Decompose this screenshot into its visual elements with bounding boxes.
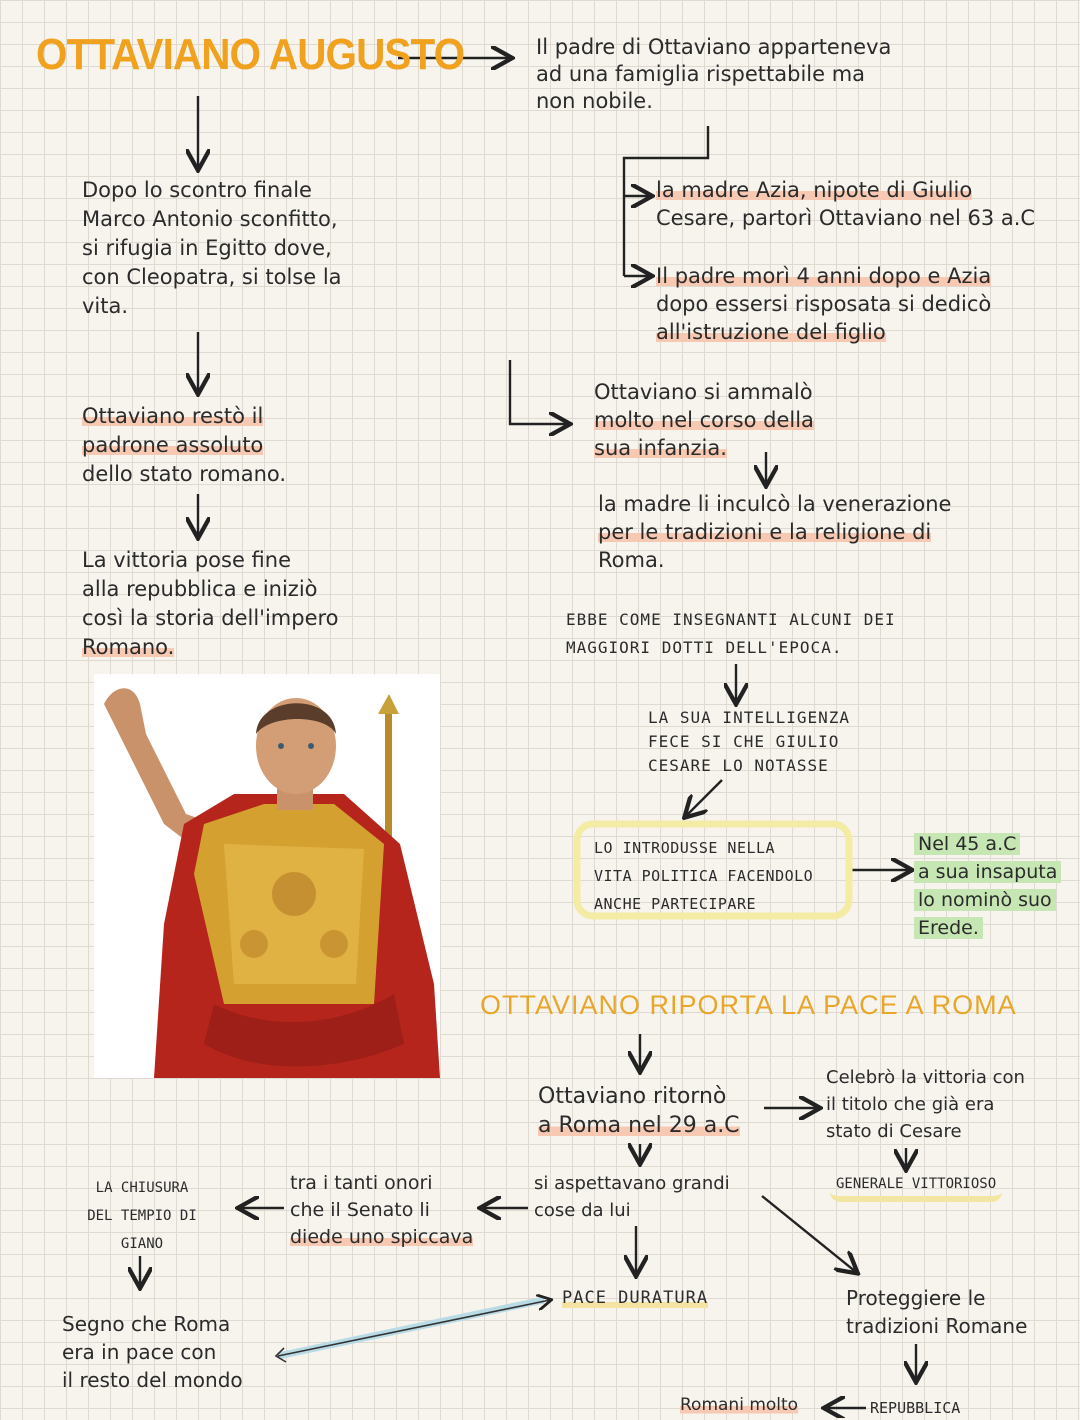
text-line: che il Senato li (290, 1199, 430, 1221)
note-block-proteggere (846, 1284, 1066, 1340)
text-line: Marco Antonio sconfitto, (82, 207, 338, 231)
text-line: PACE DURATURA (562, 1288, 709, 1308)
text-line: a Roma nel 29 a.C (538, 1113, 740, 1138)
text-line: non nobile. (536, 89, 653, 113)
text-line: Ottaviano si ammalò (594, 380, 813, 404)
text-line: alla repubblica e iniziò (82, 577, 318, 601)
text-line: lo nominò suo (914, 889, 1056, 911)
text-line: LA CHIUSURA (95, 1180, 189, 1196)
note-block-scontro (82, 176, 382, 321)
text-line: MAGGIORI DOTTI DELL'EPOCA. (566, 638, 843, 657)
text-line: LA SUA INTELLIGENZA (648, 708, 851, 727)
text-line: stato di Cesare (826, 1121, 962, 1142)
text-line: VITA POLITICA FACENDOLO (594, 867, 814, 885)
note-block-padre (536, 34, 1006, 115)
text-line: cose da lui (534, 1200, 631, 1221)
text-line: sua infanzia. (594, 436, 727, 460)
note-block-venerazione (598, 490, 1068, 574)
note-block-padre-mori (656, 262, 1076, 346)
note-block-malattia (594, 378, 894, 462)
note-block-chiusura (52, 1174, 232, 1258)
text-line: Roma. (598, 548, 665, 572)
text-line: per le tradizioni e la religione di (598, 520, 932, 544)
augustus-statue-image (94, 674, 440, 1078)
text-line: la madre Azia, nipote di Giulio (656, 178, 973, 202)
text-line: GIANO (120, 1236, 164, 1252)
romani-molto-label (680, 1394, 798, 1416)
text-line: dopo essersi risposata si dedicò (656, 292, 992, 316)
note-block-vita-politica (594, 834, 850, 918)
text-line: Romani molto (680, 1395, 799, 1415)
text-line: dello stato romano. (82, 462, 287, 486)
text-line: CESARE LO NOTASSE (648, 756, 829, 775)
text-line: LO INTRODUSSE NELLA (594, 839, 776, 857)
text-line: Il padre morì 4 anni dopo e Azia (656, 264, 992, 288)
text-line: tradizioni Romane (846, 1314, 1028, 1338)
note-block-onori (290, 1170, 520, 1251)
repubblica-label: REPUBBLICA (870, 1399, 961, 1417)
section-subtitle: OTTAVIANO RIPORTA LA PACE A ROMA (480, 990, 1017, 1020)
text-line: Il padre di Ottaviano apparteneva (536, 35, 892, 59)
text-line: la madre li inculcò la venerazione (598, 492, 952, 516)
text-line: si aspettavano grandi (534, 1173, 730, 1194)
text-line: molto nel corso della (594, 408, 814, 432)
note-block-celebro (826, 1064, 1076, 1145)
text-line: a sua insaputa (914, 861, 1061, 883)
text-line: diede uno spiccava (290, 1226, 474, 1248)
note-block-madre-azia (656, 176, 1076, 232)
text-line: Cesare, partorì Ottaviano nel 63 a.C (656, 206, 1036, 230)
generale-vittorioso-label: GENERALE VITTORIOSO (830, 1172, 1002, 1202)
text-line: con Cleopatra, si tolse la (82, 265, 342, 289)
text-line: Romano. (82, 635, 175, 659)
text-line: si rifugia in Egitto dove, (82, 236, 332, 260)
text-line: Ottaviano restò il (82, 404, 264, 428)
note-block-aspettavano (534, 1170, 794, 1224)
text-line: ANCHE PARTECIPARE (594, 895, 757, 913)
text-line: tra i tanti onori (290, 1172, 433, 1194)
text-line: all'istruzione del figlio (656, 320, 886, 344)
note-block-insegnanti (566, 606, 1066, 662)
text-line: padrone assoluto (82, 433, 264, 457)
text-line: FECE SI CHE GIULIO (648, 732, 840, 751)
note-block-intelligenza (648, 706, 948, 778)
text-line: DEL TEMPIO DI (87, 1208, 197, 1224)
page-title: OTTAVIANO AUGUSTO (36, 30, 465, 79)
note-block-erede (914, 830, 1078, 942)
text-line: così la storia dell'impero (82, 606, 339, 630)
text-line: Nel 45 a.C (914, 833, 1020, 855)
text-line: Dopo lo scontro finale (82, 178, 312, 202)
text-line: Proteggiere le (846, 1286, 986, 1310)
text-line: era in pace con (62, 1340, 217, 1364)
text-line: il titolo che già era (826, 1094, 995, 1115)
pace-duratura-label (562, 1286, 708, 1310)
note-block-padrone (82, 402, 382, 489)
note-block-ritorno (538, 1082, 778, 1140)
text-line: Celebrò la vittoria con (826, 1067, 1025, 1088)
text-line: il resto del mondo (62, 1368, 243, 1392)
text-line: ad una famiglia rispettabile ma (536, 62, 866, 86)
text-line: EBBE COME INSEGNANTI ALCUNI DEI (566, 610, 896, 629)
text-line: vita. (82, 294, 129, 318)
note-block-segno (62, 1310, 282, 1394)
text-line: La vittoria pose fine (82, 548, 292, 572)
text-line: Segno che Roma (62, 1312, 231, 1336)
text-line: Ottaviano ritornò (538, 1084, 727, 1109)
text-line: Erede. (914, 917, 983, 939)
note-block-vittoria (82, 546, 392, 662)
